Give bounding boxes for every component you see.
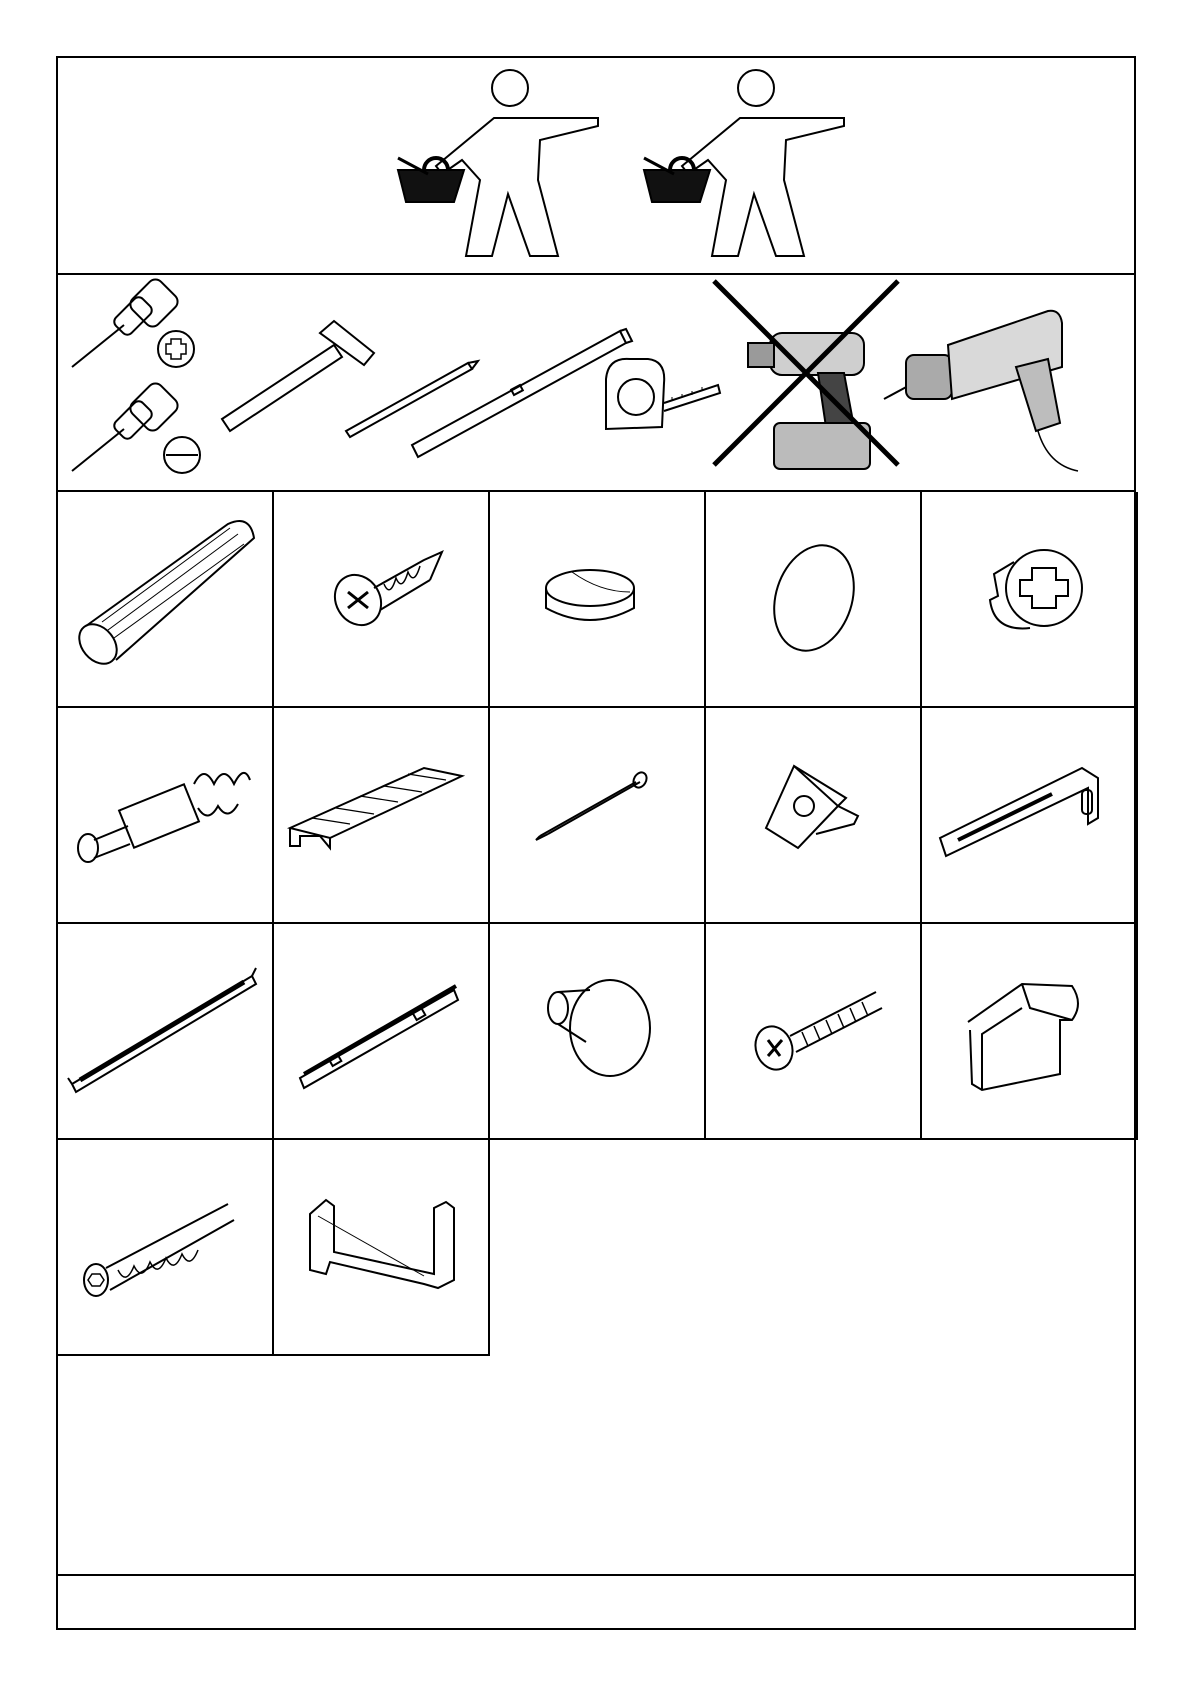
part-cell: [490, 708, 706, 924]
cordless-drill-not-allowed-icon: [714, 281, 898, 469]
round-pad-icon: [490, 492, 706, 708]
pencil-icon: [346, 361, 478, 437]
wooden-dowel-icon: [58, 492, 274, 708]
euro-screw-icon: [58, 1140, 274, 1356]
tools-row: [58, 275, 1134, 492]
part-cell: [706, 924, 922, 1140]
part-cell: [922, 708, 1138, 924]
parts-sheet: [56, 56, 1136, 1630]
cam-bolt-icon: [58, 708, 274, 924]
part-cell: [922, 924, 1138, 1140]
part-cell: [274, 492, 490, 708]
flat-screwdriver-icon: [72, 380, 200, 473]
wood-screw-icon: [274, 492, 490, 708]
drawer-runner-icon: [274, 924, 490, 1140]
part-cell: [706, 492, 922, 708]
part-cell: [922, 492, 1138, 708]
edge-strip-icon: [274, 708, 490, 924]
nail-icon: [490, 708, 706, 924]
part-cell: [274, 1140, 490, 1356]
spirit-level-icon: [412, 329, 632, 457]
part-cell: [58, 924, 274, 1140]
part-cell: [706, 708, 922, 924]
part-cell: [58, 492, 274, 708]
two-person-carry-icon: [398, 70, 598, 256]
two-person-header: [58, 58, 1134, 275]
corner-bracket-icon: [706, 708, 922, 924]
part-cell: [274, 924, 490, 1140]
part-cell: [58, 1140, 274, 1356]
allen-key-icon: [274, 1140, 490, 1356]
footer-band: [58, 1574, 1134, 1630]
part-cell: [58, 708, 274, 924]
hammer-icon: [222, 321, 374, 431]
part-cell: [490, 924, 706, 1140]
two-person-carry-icon: [644, 70, 844, 256]
machine-bolt-icon: [706, 924, 922, 1140]
knob-icon: [490, 924, 706, 1140]
tape-measure-icon: [606, 359, 720, 429]
part-cell: [274, 708, 490, 924]
adhesive-disc-icon: [706, 492, 922, 708]
part-cell: [490, 492, 706, 708]
angle-bracket-icon: [922, 708, 1138, 924]
shelf-support-icon: [922, 924, 1138, 1140]
cam-lock-icon: [922, 492, 1138, 708]
phillips-screwdriver-icon: [72, 276, 194, 367]
long-rail-icon: [58, 924, 274, 1140]
corded-drill-icon: [884, 311, 1078, 471]
